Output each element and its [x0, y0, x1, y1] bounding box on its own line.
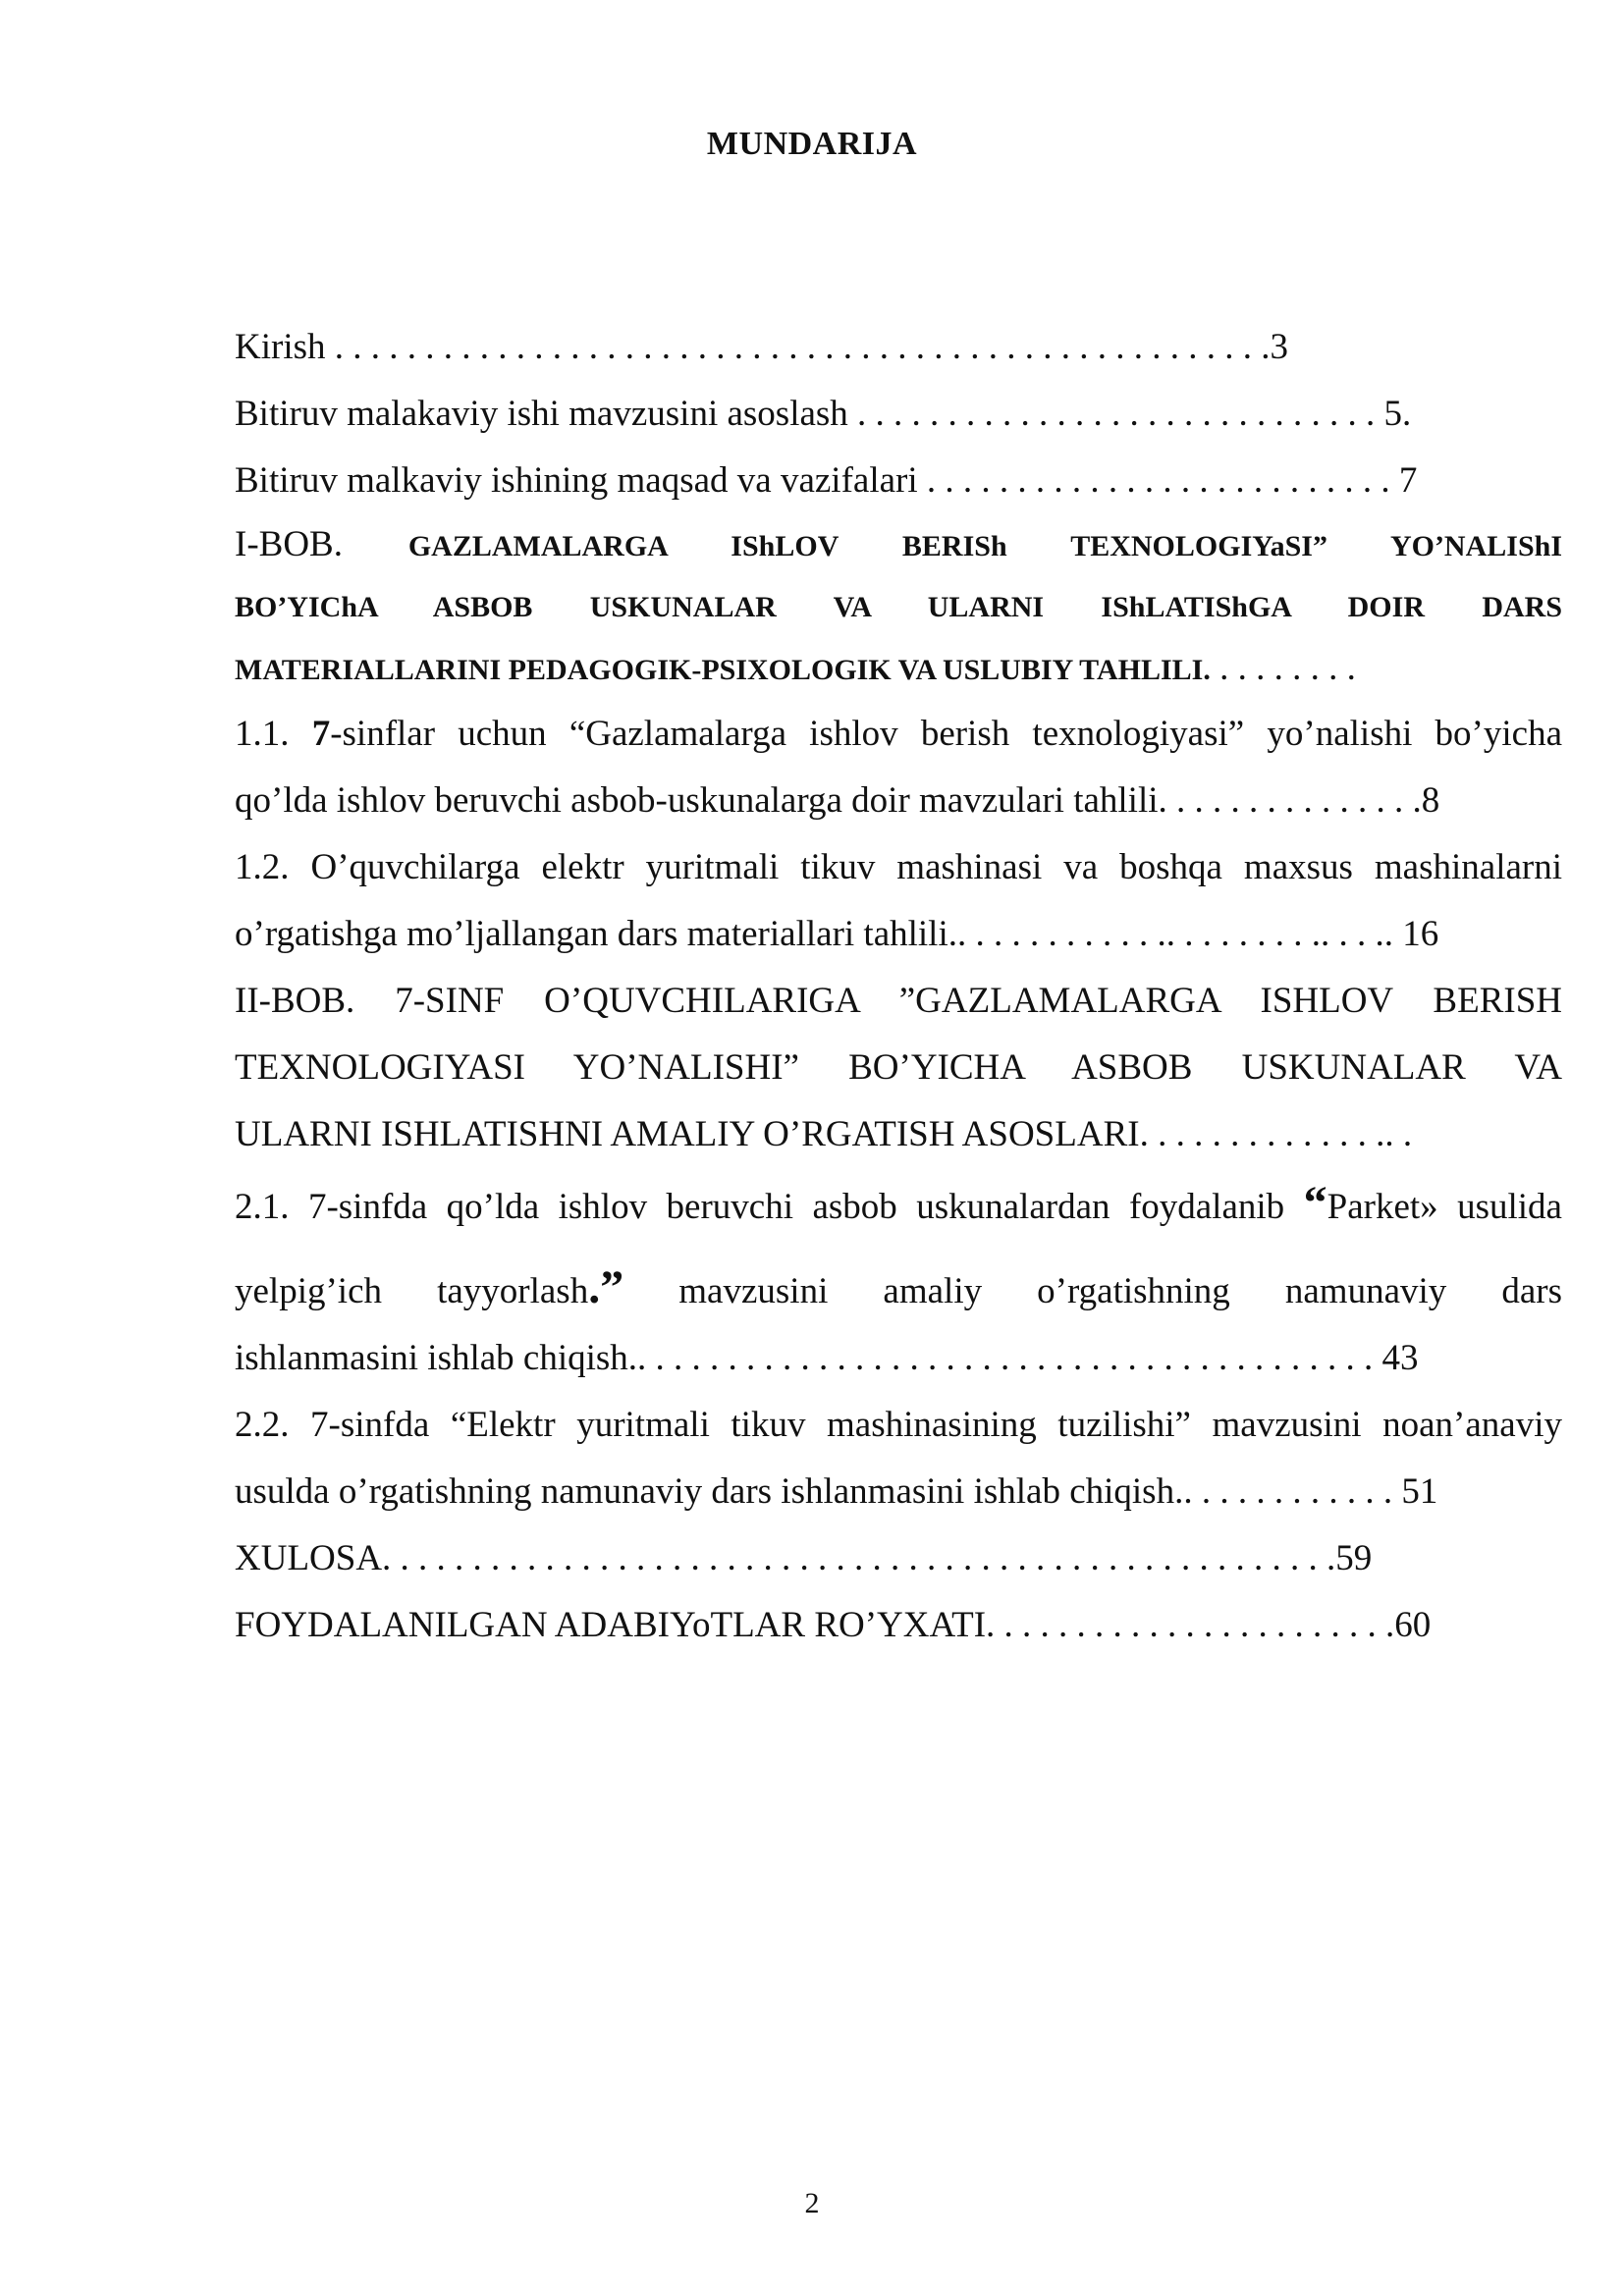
toc-entry-bob1-line1[interactable]	[235, 514, 1562, 577]
bob1-title-part3: MATERIALLARINI PEDAGOGIK-PSIXOLOGIK VA USLUBIY TAHLILI.	[235, 654, 1211, 686]
open-quote: “	[1303, 1177, 1327, 1229]
toc-entry-1-2-line1[interactable]: 1.2. O’quvchilarga elektr yuritmali tikuv mashinasi va boshqa maxsus mashinalarni	[235, 847, 1562, 887]
toc-entry-bob2-line3[interactable]: ULARNI ISHLATISHNI AMALIY O’RGATISH ASOSLARI. . . . . . . . . . . . . .. .	[235, 1114, 1413, 1154]
bob1-prefix: I-BOB.	[235, 524, 343, 564]
toc-entry-maqsad[interactable]: Bitiruv malkaviy ishining maqsad va vazifalari . . . . . . . . . . . . . . . . . . . . . . . . . . 7	[235, 460, 1418, 501]
section-title: -sinflar uchun “Gazlamalarga ishlov berish texnologiyasi” yo’nalishi bo’yicha	[330, 714, 1563, 754]
page-title: MUNDARIJA	[706, 126, 918, 162]
toc-entry-2-2-line2[interactable]: usulda o’rgatishning namunaviy dars ishlanmasini ishlab chiqish.. . . . . . . . . . . . 51	[235, 1471, 1438, 1512]
toc-entry-bob2-line2[interactable]: TEXNOLOGIYASI YO’NALISHI” BO’YICHA ASBOB USKUNALAR VA	[235, 1047, 1562, 1088]
section-title-b: Parket» usulida	[1326, 1187, 1562, 1227]
toc-entry-1-1-line1[interactable]	[235, 701, 1562, 768]
toc-entry-2-1-line1[interactable]	[235, 1174, 1562, 1241]
toc-entry-bob2-line1[interactable]: II-BOB. 7-SINF O’QUVCHILARIGA ”GAZLAMALARGA ISHLOV BERISH	[235, 981, 1562, 1021]
toc-entry-2-1-line3[interactable]: ishlanmasini ishlab chiqish.. . . . . . . . . . . . . . . . . . . . . . . . . . . . . . . . . . . . . . . . . 43	[235, 1338, 1419, 1378]
toc-entry-2-2-line1[interactable]: 2.2. 7-sinfda “Elektr yuritmali tikuv mashinasining tuzilishi” mavzusini noan’anaviy	[235, 1405, 1562, 1445]
toc-entry-asoslash[interactable]: Bitiruv malakaviy ishi mavzusini asoslash . . . . . . . . . . . . . . . . . . . . . . . . . . . . . 5.	[235, 394, 1412, 434]
section-title-c: yelpig’ich tayyorlash	[235, 1271, 589, 1311]
toc-entry-1-2-line2[interactable]: o’rgatishga mo’ljallangan dars materiallari tahlili.. . . . . . . . . . . .. . . . . . . . .. . . .. 16	[235, 914, 1439, 954]
bob1-leader-dots: . . . . . . . .	[1210, 648, 1356, 688]
toc-entry-2-1-line2[interactable]	[235, 1258, 1562, 1325]
close-quote: .”	[588, 1261, 624, 1313]
toc-entry-kirish[interactable]: Kirish . . . . . . . . . . . . . . . . . . . . . . . . . . . . . . . . . . . . . . . . . . . . . . . . . . . .3	[235, 327, 1288, 367]
toc-entry-1-1-line2[interactable]: qo’lda ishlov beruvchi asbob-uskunalarga doir mavzulari tahlili. . . . . . . . . . . . . . .8	[235, 780, 1440, 821]
bob1-title-part1: GAZLAMALARGA IShLOV BERISh TEXNOLOGIYaSI” YO’NALIShI	[407, 530, 1562, 562]
toc-entry-xulosa[interactable]: XULOSA. . . . . . . . . . . . . . . . . . . . . . . . . . . . . . . . . . . . . . . . . . . . . . . . . . . . .59	[235, 1538, 1373, 1578]
section-number: 1.1.	[235, 714, 312, 754]
toc-entry-adabiyot[interactable]: FOYDALANILGAN ADABIYoTLAR RO’YXATI. . . . . . . . . . . . . . . . . . . . . . .60	[235, 1605, 1432, 1645]
grade-number: 7	[311, 714, 331, 754]
table-of-contents	[235, 314, 1562, 1659]
section-title-d: mavzusini amaliy o’rgatishning namunaviy dars	[623, 1271, 1562, 1311]
section-title-a: 2.1. 7-sinfda qo’lda ishlov beruvchi asbob uskunalardan foydalanib	[235, 1187, 1304, 1227]
toc-entry-bob1-line2[interactable]: BO’YIChA ASBOB USKUNALAR VA ULARNI IShLATIShGA DOIR DARS	[235, 591, 1562, 623]
toc-entry-bob1-line3[interactable]	[235, 638, 1562, 701]
page-number: 2	[804, 2187, 820, 2219]
